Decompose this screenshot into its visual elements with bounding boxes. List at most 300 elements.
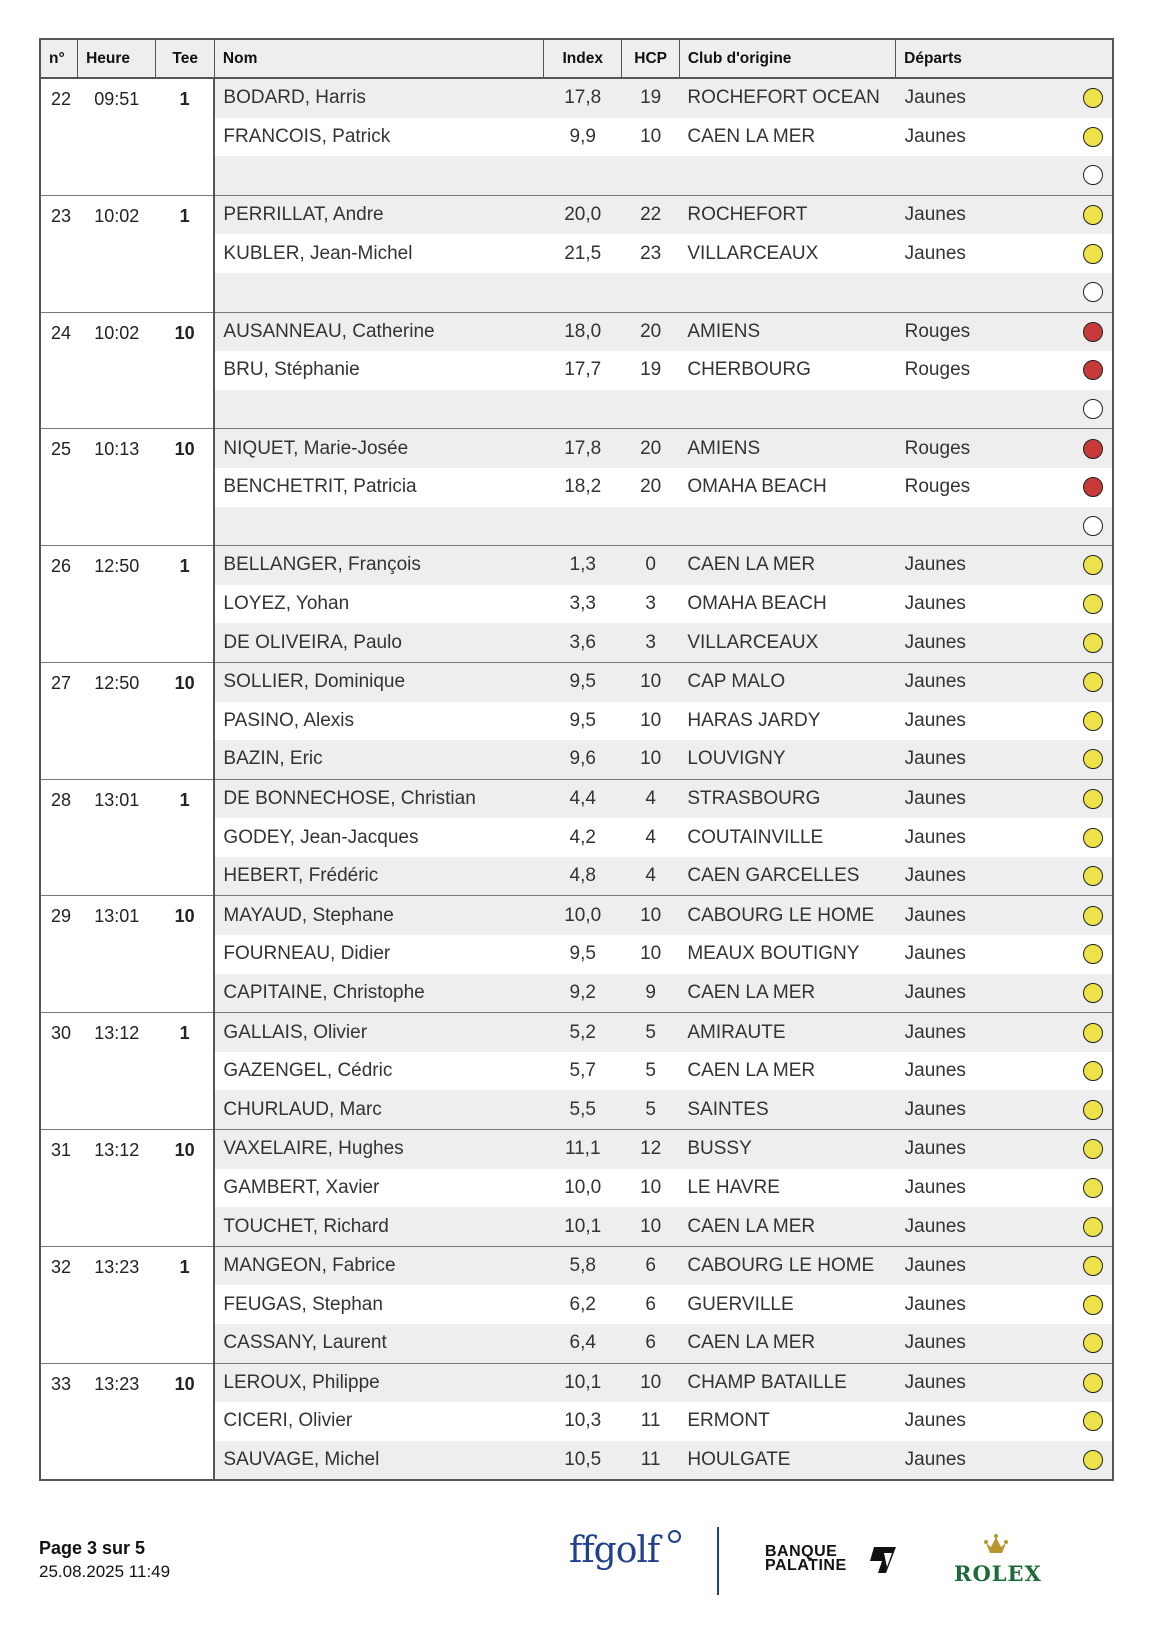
player-departure: Jaunes bbox=[896, 1207, 1074, 1246]
player-club: CABOURG LE HOME bbox=[679, 896, 895, 935]
start-time: 12:50 bbox=[78, 662, 156, 779]
tee-color-dot-icon bbox=[1083, 322, 1103, 342]
tee-color-dot-icon bbox=[1083, 1333, 1103, 1353]
table-row bbox=[41, 1363, 1112, 1402]
player-club: CAP MALO bbox=[679, 662, 895, 701]
header-club: Club d'origine bbox=[679, 40, 895, 78]
player-name: GAZENGEL, Cédric bbox=[223, 1060, 393, 1082]
tee-marker-cell bbox=[1073, 857, 1112, 896]
player-hcp: 0 bbox=[622, 546, 679, 585]
start-time: 12:50 bbox=[78, 546, 156, 663]
player-hcp: 6 bbox=[622, 1246, 679, 1285]
group-number: 32 bbox=[41, 1246, 78, 1363]
player-hcp: 12 bbox=[622, 1130, 679, 1169]
tee-color-dot-icon bbox=[1083, 399, 1103, 419]
player-club: CAEN LA MER bbox=[679, 1207, 895, 1246]
header-departs: Départs bbox=[896, 40, 1112, 78]
player-club: LE HAVRE bbox=[687, 1176, 780, 1198]
start-tee: 1 bbox=[156, 546, 215, 663]
player-club: COUTAINVILLE bbox=[687, 826, 824, 848]
player-index: 10,0 bbox=[564, 1176, 602, 1198]
player-hcp: 4 bbox=[645, 826, 656, 848]
player-name: PERRILLAT, Andre bbox=[214, 195, 543, 234]
player-hcp: 10 bbox=[640, 943, 662, 965]
player-index: 9,2 bbox=[544, 974, 622, 1013]
table-row bbox=[41, 1013, 1112, 1052]
player-name: CICERI, Olivier bbox=[223, 1410, 353, 1432]
player-hcp: 9 bbox=[622, 974, 679, 1013]
player-index: 11,1 bbox=[544, 1130, 622, 1169]
player-departure: Jaunes bbox=[896, 779, 1074, 818]
player-hcp: 11 bbox=[640, 1410, 661, 1432]
tee-color-dot-icon bbox=[1083, 1061, 1103, 1081]
tee-marker-cell bbox=[1073, 1013, 1112, 1052]
table-row bbox=[41, 1130, 1112, 1169]
page-number: Page 3 sur 5 bbox=[39, 1538, 146, 1558]
player-departure: Jaunes bbox=[896, 1441, 1074, 1480]
player-club: CAEN LA MER bbox=[679, 974, 895, 1013]
banque-palatine-logo bbox=[765, 1545, 847, 1573]
player-departure: Rouges bbox=[904, 359, 971, 381]
start-time: 13:01 bbox=[78, 896, 156, 1013]
tee-marker-cell bbox=[1073, 1285, 1112, 1324]
tee-marker-cell bbox=[1073, 623, 1112, 662]
player-index: 20,0 bbox=[544, 195, 622, 234]
group-number: 30 bbox=[41, 1013, 78, 1130]
player-name: BAZIN, Eric bbox=[214, 740, 543, 779]
table-row bbox=[41, 896, 1112, 935]
tee-marker-cell bbox=[1073, 1090, 1112, 1129]
banque-palatine-mark-icon bbox=[864, 1545, 898, 1575]
player-hcp: 19 bbox=[640, 359, 662, 381]
player-hcp: 20 bbox=[622, 312, 679, 351]
player-hcp: 10 bbox=[622, 1363, 679, 1402]
player-index bbox=[544, 273, 622, 312]
player-club: CHAMP BATAILLE bbox=[679, 1363, 895, 1402]
tee-marker-cell bbox=[1073, 195, 1112, 234]
group-number: 33 bbox=[41, 1363, 78, 1479]
player-departure: Jaunes bbox=[896, 195, 1074, 234]
player-club: LOUVIGNY bbox=[679, 740, 895, 779]
player-name: GALLAIS, Olivier bbox=[214, 1013, 543, 1052]
start-tee: 1 bbox=[156, 1013, 215, 1130]
player-hcp: 11 bbox=[622, 1441, 679, 1480]
tee-marker-cell bbox=[1073, 312, 1112, 351]
player-index: 5,2 bbox=[544, 1013, 622, 1052]
player-index: 10,5 bbox=[544, 1441, 622, 1480]
player-departure: Jaunes bbox=[896, 740, 1074, 779]
tee-marker-cell bbox=[1073, 1363, 1112, 1402]
rolex-logo: ROLEX bbox=[954, 1561, 1042, 1586]
player-index: 9,6 bbox=[544, 740, 622, 779]
player-hcp: 20 bbox=[640, 476, 662, 498]
table-row bbox=[41, 78, 1112, 118]
player-club: ROCHEFORT OCEAN bbox=[679, 78, 895, 118]
player-name: BENCHETRIT, Patricia bbox=[223, 476, 417, 498]
tee-color-dot-icon bbox=[1083, 1217, 1103, 1237]
table-row bbox=[41, 546, 1112, 585]
tee-marker-cell bbox=[1073, 1246, 1112, 1285]
player-name: TOUCHET, Richard bbox=[214, 1207, 543, 1246]
player-index: 18,0 bbox=[544, 312, 622, 351]
tee-color-dot-icon bbox=[1083, 282, 1103, 302]
tee-color-dot-icon bbox=[1083, 749, 1103, 769]
player-hcp: 3 bbox=[645, 593, 656, 615]
tee-color-dot-icon bbox=[1083, 711, 1103, 731]
tee-color-dot-icon bbox=[1083, 1139, 1103, 1159]
player-club: STRASBOURG bbox=[679, 779, 895, 818]
player-club: ROCHEFORT bbox=[679, 195, 895, 234]
group-number: 23 bbox=[41, 195, 78, 312]
player-hcp: 10 bbox=[622, 1207, 679, 1246]
player-index: 10,3 bbox=[564, 1410, 602, 1432]
tee-marker-cell bbox=[1073, 390, 1112, 429]
tee-color-dot-icon bbox=[1083, 1178, 1103, 1198]
start-time: 13:01 bbox=[78, 779, 156, 896]
player-index: 17,8 bbox=[544, 429, 622, 468]
tee-marker-cell bbox=[1073, 273, 1112, 312]
player-index: 10,0 bbox=[544, 896, 622, 935]
tee-color-dot-icon bbox=[1083, 828, 1103, 848]
tee-marker-cell bbox=[1073, 468, 1112, 507]
tee-marker-cell bbox=[1073, 1324, 1112, 1363]
ffgolf-logo: ffgolf bbox=[569, 1530, 660, 1571]
table-row bbox=[41, 195, 1112, 234]
player-club: VILLARCEAUX bbox=[687, 242, 819, 264]
start-tee: 10 bbox=[156, 312, 215, 429]
player-club: CAEN LA MER bbox=[679, 1324, 895, 1363]
player-name: AUSANNEAU, Catherine bbox=[214, 312, 543, 351]
player-club: CHERBOURG bbox=[687, 359, 811, 381]
player-departure: Jaunes bbox=[896, 1324, 1074, 1363]
player-club bbox=[679, 156, 895, 195]
player-club: BUSSY bbox=[679, 1130, 895, 1169]
header-time: Heure bbox=[78, 40, 156, 78]
player-index: 6,4 bbox=[544, 1324, 622, 1363]
tee-color-dot-icon bbox=[1083, 516, 1103, 536]
tee-color-dot-icon bbox=[1083, 866, 1103, 886]
tee-color-dot-icon bbox=[1083, 983, 1103, 1003]
player-club bbox=[679, 507, 895, 546]
player-name: MANGEON, Fabrice bbox=[214, 1246, 543, 1285]
tee-marker-cell bbox=[1073, 78, 1112, 118]
header-index: Index bbox=[544, 40, 622, 78]
tee-marker-cell bbox=[1073, 818, 1112, 857]
player-club: VILLARCEAUX bbox=[679, 623, 895, 662]
tee-color-dot-icon bbox=[1083, 88, 1103, 108]
player-departure: Jaunes bbox=[904, 1060, 966, 1082]
player-name: DE BONNECHOSE, Christian bbox=[214, 779, 543, 818]
banque-palatine-line1: BANQUE bbox=[765, 1543, 838, 1560]
player-departure: Jaunes bbox=[896, 974, 1074, 1013]
player-hcp: 10 bbox=[622, 662, 679, 701]
banque-palatine-line2: PALATINE bbox=[765, 1557, 847, 1574]
player-hcp: 20 bbox=[622, 429, 679, 468]
tee-color-dot-icon bbox=[1083, 555, 1103, 575]
start-time: 09:51 bbox=[78, 78, 156, 195]
player-departure: Jaunes bbox=[896, 1090, 1074, 1129]
player-club: OMAHA BEACH bbox=[687, 476, 827, 498]
start-time: 10:02 bbox=[78, 195, 156, 312]
player-name: CAPITAINE, Christophe bbox=[214, 974, 543, 1013]
player-index: 17,7 bbox=[564, 359, 602, 381]
tee-marker-cell bbox=[1073, 702, 1112, 741]
player-club: AMIENS bbox=[679, 429, 895, 468]
start-tee: 10 bbox=[156, 1130, 215, 1247]
player-club: ERMONT bbox=[687, 1410, 770, 1432]
player-departure: Jaunes bbox=[896, 1013, 1074, 1052]
tee-color-dot-icon bbox=[1083, 165, 1103, 185]
player-name: BRU, Stéphanie bbox=[223, 359, 360, 381]
tee-color-dot-icon bbox=[1083, 127, 1103, 147]
group-number: 29 bbox=[41, 896, 78, 1013]
tee-marker-cell bbox=[1073, 935, 1112, 974]
group-number: 22 bbox=[41, 78, 78, 195]
table-row bbox=[41, 662, 1112, 701]
tee-marker-cell bbox=[1073, 974, 1112, 1013]
tee-marker-cell bbox=[1073, 429, 1112, 468]
header-name: Nom bbox=[214, 40, 543, 78]
player-name: VAXELAIRE, Hughes bbox=[214, 1130, 543, 1169]
player-departure: Jaunes bbox=[896, 623, 1074, 662]
tee-color-dot-icon bbox=[1083, 1100, 1103, 1120]
player-departure bbox=[896, 507, 1074, 546]
player-index: 6,2 bbox=[569, 1293, 596, 1315]
player-name: LOYEZ, Yohan bbox=[223, 593, 350, 615]
player-departure: Jaunes bbox=[896, 1246, 1074, 1285]
tee-color-dot-icon bbox=[1083, 1295, 1103, 1315]
player-name bbox=[214, 156, 543, 195]
player-name bbox=[214, 273, 543, 312]
player-hcp: 5 bbox=[645, 1060, 656, 1082]
group-number: 28 bbox=[41, 779, 78, 896]
tee-color-dot-icon bbox=[1083, 360, 1103, 380]
player-index: 3,6 bbox=[544, 623, 622, 662]
player-club: HOULGATE bbox=[679, 1441, 895, 1480]
tee-color-dot-icon bbox=[1083, 906, 1103, 926]
start-tee: 1 bbox=[156, 195, 215, 312]
start-tee: 10 bbox=[156, 662, 215, 779]
tee-times-table bbox=[41, 40, 1112, 1479]
player-name: KUBLER, Jean-Michel bbox=[223, 242, 413, 264]
player-departure bbox=[896, 156, 1074, 195]
player-name: CHURLAUD, Marc bbox=[214, 1090, 543, 1129]
player-index bbox=[544, 507, 622, 546]
group-number: 31 bbox=[41, 1130, 78, 1247]
tee-color-dot-icon bbox=[1083, 439, 1103, 459]
start-time: 13:23 bbox=[78, 1246, 156, 1363]
player-hcp: 4 bbox=[622, 779, 679, 818]
start-tee: 10 bbox=[156, 429, 215, 546]
player-hcp: 5 bbox=[622, 1013, 679, 1052]
player-club: CAEN LA MER bbox=[687, 125, 816, 147]
tee-color-dot-icon bbox=[1083, 944, 1103, 964]
player-departure: Jaunes bbox=[896, 1130, 1074, 1169]
player-index: 9,9 bbox=[569, 125, 596, 147]
player-hcp: 4 bbox=[622, 857, 679, 896]
player-name: HEBERT, Frédéric bbox=[214, 857, 543, 896]
group-number: 24 bbox=[41, 312, 78, 429]
player-hcp: 10 bbox=[640, 125, 662, 147]
tee-color-dot-icon bbox=[1083, 1450, 1103, 1470]
player-hcp bbox=[622, 507, 679, 546]
tee-marker-cell bbox=[1073, 1130, 1112, 1169]
tee-marker-cell bbox=[1073, 118, 1112, 157]
tee-color-dot-icon bbox=[1083, 672, 1103, 692]
player-hcp: 10 bbox=[640, 709, 662, 731]
group-number: 25 bbox=[41, 429, 78, 546]
player-club: MEAUX BOUTIGNY bbox=[687, 943, 860, 965]
player-hcp bbox=[622, 156, 679, 195]
player-index: 3,3 bbox=[569, 593, 596, 615]
tee-marker-cell bbox=[1073, 1052, 1112, 1091]
rolex-crown-icon bbox=[984, 1533, 1008, 1557]
player-club: CAEN GARCELLES bbox=[679, 857, 895, 896]
player-departure bbox=[896, 273, 1074, 312]
player-index: 17,8 bbox=[544, 78, 622, 118]
player-index: 18,2 bbox=[564, 476, 602, 498]
tee-marker-cell bbox=[1073, 1169, 1112, 1208]
player-index: 10,1 bbox=[544, 1207, 622, 1246]
logo-divider bbox=[717, 1527, 719, 1595]
start-tee: 10 bbox=[156, 896, 215, 1013]
player-departure: Rouges bbox=[896, 312, 1074, 351]
player-index: 21,5 bbox=[564, 242, 602, 264]
player-club: CAEN LA MER bbox=[687, 1060, 816, 1082]
tee-marker-cell bbox=[1073, 896, 1112, 935]
tee-marker-cell bbox=[1073, 546, 1112, 585]
player-club bbox=[679, 273, 895, 312]
player-name: LEROUX, Philippe bbox=[214, 1363, 543, 1402]
start-tee: 1 bbox=[156, 78, 215, 195]
player-index: 5,7 bbox=[569, 1060, 596, 1082]
header-tee: Tee bbox=[156, 40, 215, 78]
tee-times-sheet bbox=[39, 38, 1114, 1481]
tee-color-dot-icon bbox=[1083, 205, 1103, 225]
tee-color-dot-icon bbox=[1083, 1256, 1103, 1276]
group-number: 27 bbox=[41, 662, 78, 779]
tee-marker-cell bbox=[1073, 662, 1112, 701]
tee-color-dot-icon bbox=[1083, 477, 1103, 497]
table-row bbox=[41, 1246, 1112, 1285]
player-club: CABOURG LE HOME bbox=[679, 1246, 895, 1285]
player-departure: Jaunes bbox=[904, 709, 966, 731]
player-index bbox=[544, 390, 622, 429]
player-departure: Jaunes bbox=[904, 1410, 966, 1432]
tee-marker-cell bbox=[1073, 1402, 1112, 1441]
player-club: AMIENS bbox=[679, 312, 895, 351]
start-time: 10:13 bbox=[78, 429, 156, 546]
player-departure bbox=[896, 390, 1074, 429]
player-hcp: 6 bbox=[622, 1324, 679, 1363]
player-name bbox=[214, 390, 543, 429]
player-index: 1,3 bbox=[544, 546, 622, 585]
player-name: DE OLIVEIRA, Paulo bbox=[214, 623, 543, 662]
player-club: AMIRAUTE bbox=[679, 1013, 895, 1052]
player-departure: Jaunes bbox=[904, 242, 966, 264]
player-name: FEUGAS, Stephan bbox=[223, 1293, 383, 1315]
player-departure: Jaunes bbox=[896, 78, 1074, 118]
player-name: NIQUET, Marie-Josée bbox=[214, 429, 543, 468]
start-time: 13:23 bbox=[78, 1363, 156, 1479]
player-index: 5,5 bbox=[544, 1090, 622, 1129]
player-departure: Jaunes bbox=[904, 593, 966, 615]
tee-times-body bbox=[41, 78, 1112, 1479]
player-index: 4,8 bbox=[544, 857, 622, 896]
header-hcp: HCP bbox=[622, 40, 679, 78]
player-name: PASINO, Alexis bbox=[223, 709, 355, 731]
ffgolf-mark-icon bbox=[668, 1530, 681, 1543]
player-hcp: 3 bbox=[622, 623, 679, 662]
player-hcp: 22 bbox=[622, 195, 679, 234]
group-number: 26 bbox=[41, 546, 78, 663]
player-name: BELLANGER, François bbox=[214, 546, 543, 585]
tee-marker-cell bbox=[1073, 234, 1112, 273]
tee-marker-cell bbox=[1073, 740, 1112, 779]
player-hcp: 6 bbox=[645, 1293, 656, 1315]
player-name: GAMBERT, Xavier bbox=[223, 1176, 380, 1198]
tee-color-dot-icon bbox=[1083, 1411, 1103, 1431]
player-hcp: 10 bbox=[640, 1176, 662, 1198]
player-departure: Jaunes bbox=[896, 896, 1074, 935]
player-departure: Jaunes bbox=[904, 125, 966, 147]
table-header-row bbox=[41, 40, 1112, 78]
player-name: SAUVAGE, Michel bbox=[214, 1441, 543, 1480]
player-club: GUERVILLE bbox=[687, 1293, 794, 1315]
player-index: 10,1 bbox=[544, 1363, 622, 1402]
table-row bbox=[41, 429, 1112, 468]
tee-marker-cell bbox=[1073, 779, 1112, 818]
tee-marker-cell bbox=[1073, 585, 1112, 624]
print-date: 25.08.2025 11:49 bbox=[39, 1562, 171, 1581]
player-hcp: 19 bbox=[622, 78, 679, 118]
player-index: 4,4 bbox=[544, 779, 622, 818]
tee-color-dot-icon bbox=[1083, 633, 1103, 653]
player-index: 4,2 bbox=[569, 826, 596, 848]
tee-marker-cell bbox=[1073, 351, 1112, 390]
player-name: SOLLIER, Dominique bbox=[214, 662, 543, 701]
tee-color-dot-icon bbox=[1083, 244, 1103, 264]
player-club: HARAS JARDY bbox=[687, 709, 821, 731]
player-departure: Jaunes bbox=[896, 662, 1074, 701]
tee-color-dot-icon bbox=[1083, 1373, 1103, 1393]
player-name: FOURNEAU, Didier bbox=[223, 943, 391, 965]
player-name: FRANCOIS, Patrick bbox=[223, 125, 391, 147]
player-departure: Jaunes bbox=[904, 1176, 966, 1198]
player-name: CASSANY, Laurent bbox=[214, 1324, 543, 1363]
player-name bbox=[214, 507, 543, 546]
player-index: 9,5 bbox=[544, 662, 622, 701]
player-departure: Jaunes bbox=[904, 1293, 966, 1315]
player-hcp: 23 bbox=[640, 242, 662, 264]
player-departure: Rouges bbox=[896, 429, 1074, 468]
table-row bbox=[41, 779, 1112, 818]
player-departure: Jaunes bbox=[896, 1363, 1074, 1402]
start-tee: 1 bbox=[156, 779, 215, 896]
player-index bbox=[544, 156, 622, 195]
start-time: 13:12 bbox=[78, 1013, 156, 1130]
player-index: 5,8 bbox=[544, 1246, 622, 1285]
table-row bbox=[41, 312, 1112, 351]
player-club bbox=[679, 390, 895, 429]
player-departure: Jaunes bbox=[896, 857, 1074, 896]
tee-marker-cell bbox=[1073, 507, 1112, 546]
tee-color-dot-icon bbox=[1083, 789, 1103, 809]
tee-color-dot-icon bbox=[1083, 594, 1103, 614]
player-club: OMAHA BEACH bbox=[687, 593, 827, 615]
player-club: CAEN LA MER bbox=[679, 546, 895, 585]
player-departure: Jaunes bbox=[896, 546, 1074, 585]
